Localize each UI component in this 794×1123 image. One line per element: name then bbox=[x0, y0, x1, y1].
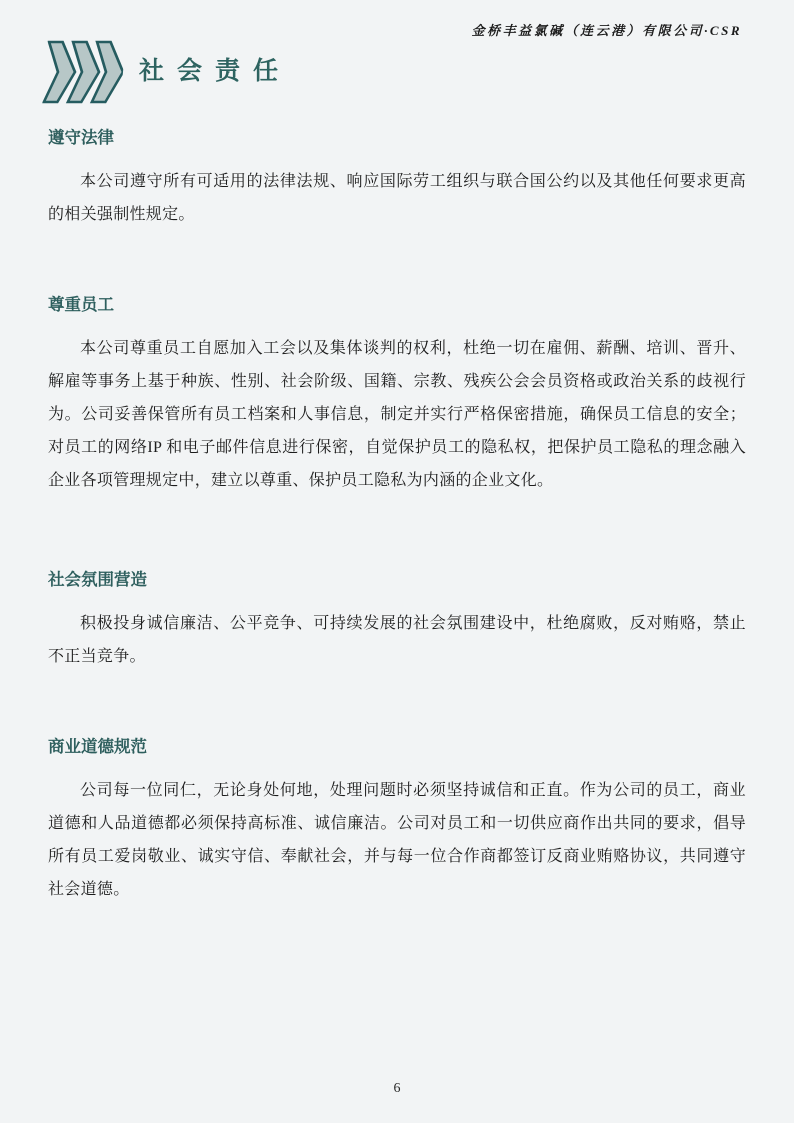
section-heading-business-ethics: 商业道德规范 bbox=[48, 738, 147, 756]
section-paragraph: 积极投身诚信廉洁、公平竞争、可持续发展的社会氛围建设中，杜绝腐败，反对贿赂，禁止不正当竞争。 bbox=[48, 615, 746, 665]
section-paragraph: 公司每一位同仁，无论身处何地，处理问题时必须坚持诚信和正直。作为公司的员工，商业道德和人品道德都必须保持高标准、诚信廉洁。公司对员工和一切供应商作出共同的要求，倡导所有员工爱岗敬业、诚实守信、奉献社会，并与每一位合作商都签订反商业贿赂协议，共同遵守社会道德。 bbox=[48, 782, 746, 898]
chapter-title-block bbox=[45, 40, 291, 104]
section-heading-respect-employees: 尊重员工 bbox=[48, 296, 114, 314]
triple-chevron-right-icon bbox=[45, 40, 123, 104]
section-heading-law-compliance: 遵守法律 bbox=[48, 129, 114, 147]
section-paragraph: 本公司遵守所有可适用的法律法规、响应国际劳工组织与联合国公约以及其他任何要求更高的相关强制性规定。 bbox=[48, 173, 746, 223]
company-header: 金桥丰益氯碱（连云港）有限公司·CSR bbox=[471, 23, 742, 38]
chapter-title: 社会责任 bbox=[139, 57, 292, 85]
page-number: 6 bbox=[393, 1081, 401, 1096]
section-heading-social-atmosphere: 社会氛围营造 bbox=[48, 571, 147, 589]
section-paragraph: 本公司尊重员工自愿加入工会以及集体谈判的权利，杜绝一切在雇佣、薪酬、培训、晋升、解雇等事务上基于种族、性别、社会阶级、国籍、宗教、残疾公会会员资格或政治关系的歧视行为。公司妥善保管所有员工档案和人事信息，制定并实行严格保密措施，确保员工信息的安全；对员工的网络IP 和电子邮件信息进行保密，自觉保护员工的隐私权，把保护员工隐私的理念融入企业各项管理规定中，建立以尊重、保护员工隐私为内涵的企业文化。 bbox=[48, 340, 746, 489]
page-content bbox=[48, 120, 746, 906]
